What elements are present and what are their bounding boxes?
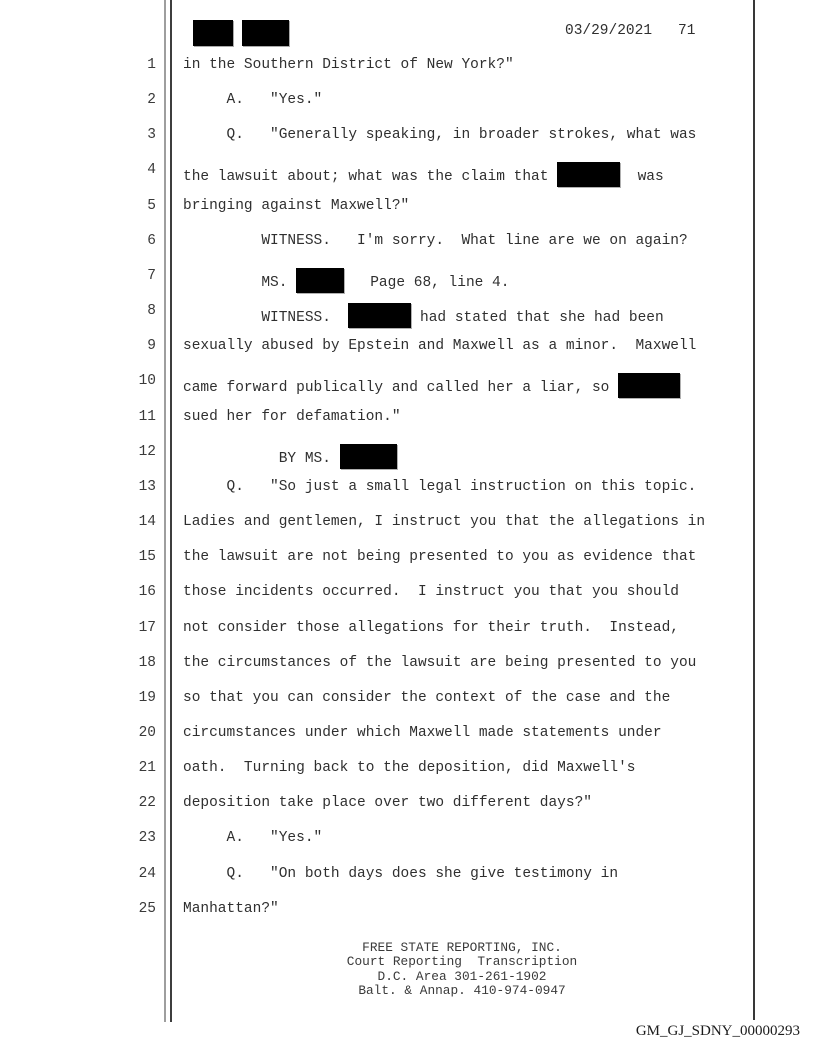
line-number: 5 [147,197,156,214]
redaction-box [193,20,233,46]
line-number: 17 [138,619,156,636]
transcript-line [0,688,753,723]
line-number: 2 [147,92,156,109]
line-text: the lawsuit about; what was the claim that was [183,160,664,187]
right-margin-rule [753,0,755,1020]
transcript-line [0,55,753,90]
line-text: WITNESS. I'm sorry. What line are we on again? [183,232,688,249]
line-number: 16 [138,584,156,601]
line-number: 11 [138,408,156,425]
line-number: 15 [138,549,156,566]
line-text: Q. "On both days does she give testimony in [183,865,619,882]
line-number: 19 [138,689,156,706]
line-text: MS. Page 68, line 4. [183,266,509,293]
line-number: 3 [147,127,156,144]
line-number: 24 [138,865,156,882]
transcript-line [0,653,753,688]
transcript-line [0,828,753,863]
header-redactions [193,20,289,46]
line-number: 6 [147,232,156,249]
transcript-line [0,582,753,617]
line-text: the lawsuit are not being presented to you as evidence that [183,549,697,566]
line-number: 9 [147,338,156,355]
transcript-line [0,723,753,758]
line-text: oath. Turning back to the deposition, did Maxwell's [183,760,636,777]
header-date: 03/29/2021 [565,23,653,39]
line-text: the circumstances of the lawsuit are being presented to you [183,654,697,671]
line-text: in the Southern District of New York?" [183,57,514,73]
line-text: sexually abused by Epstein and Maxwell as a minor. Maxwell [183,338,697,355]
transcript-line [0,301,753,336]
footer-line: Balt. & Annap. 410-974-0947 [358,983,566,999]
line-text: not consider those allegations for their truth. Instead, [183,619,679,636]
line-number: 14 [138,514,156,531]
transcript-line [0,442,753,477]
line-number: 18 [138,654,156,671]
transcript-line [0,547,753,582]
redaction-box [348,303,411,328]
transcript-line [0,793,753,828]
transcript-lines [0,55,753,934]
transcript-line [0,160,753,195]
line-number: 25 [138,900,156,917]
footer-line: FREE STATE REPORTING, INC. [362,940,562,955]
transcript-line [0,899,753,934]
redaction-box [618,373,680,398]
redaction-box [340,444,397,469]
line-text: so that you can consider the context of the case and the [183,689,671,706]
line-text: WITNESS. had stated that she had been [183,301,664,328]
line-text: Ladies and gentlemen, I instruct you that the allegations in [183,514,706,531]
transcript-line [0,618,753,653]
line-number: 13 [138,478,156,495]
line-text: Q. "So just a small legal instruction on this topic. [183,478,697,495]
header-page-number: 71 [678,23,696,39]
line-text: A. "Yes." [183,92,323,109]
transcript-line [0,336,753,371]
line-number: 23 [138,830,156,847]
transcript-line [0,90,753,125]
line-number: 10 [138,373,156,390]
transcript-line [0,231,753,266]
line-text: circumstances under which Maxwell made statements under [183,724,662,741]
line-text: bringing against Maxwell?" [183,197,410,214]
redaction-box [242,20,289,46]
line-text: deposition take place over two different days?" [183,795,592,812]
transcript-line [0,864,753,899]
transcript-line [0,125,753,160]
redaction-box [296,268,344,293]
footer-line: D.C. Area 301-261-1902 [377,968,547,984]
redaction-box [557,162,620,187]
transcript-line [0,407,753,442]
transcript-line [0,196,753,231]
footer-line: Court Reporting Transcription [346,954,578,970]
line-text: sued her for defamation." [183,408,401,425]
line-text: came forward publically and called her a liar, so [183,371,680,398]
line-text: those incidents occurred. I instruct you that you should [183,584,679,601]
line-number: 8 [147,303,156,320]
transcript-line [0,371,753,406]
line-number: 20 [138,724,156,741]
line-text: A. "Yes." [183,830,323,847]
line-number: 12 [138,443,156,460]
line-text: Q. "Generally speaking, in broader strokes, what was [183,127,697,144]
line-number: 4 [147,162,156,179]
transcript-line [0,758,753,793]
transcript-line [0,512,753,547]
line-number: 1 [147,57,156,73]
line-number: 7 [147,267,156,284]
transcript-line [0,477,753,512]
line-number: 22 [138,795,156,812]
line-number: 21 [138,760,156,777]
reporter-footer [183,941,741,999]
bates-number: GM_GJ_SDNY_00000293 [635,1023,800,1039]
line-text: Manhattan?" [183,900,279,917]
transcript-line [0,266,753,301]
header-date-line [565,23,695,39]
line-text: BY MS. [183,442,397,469]
